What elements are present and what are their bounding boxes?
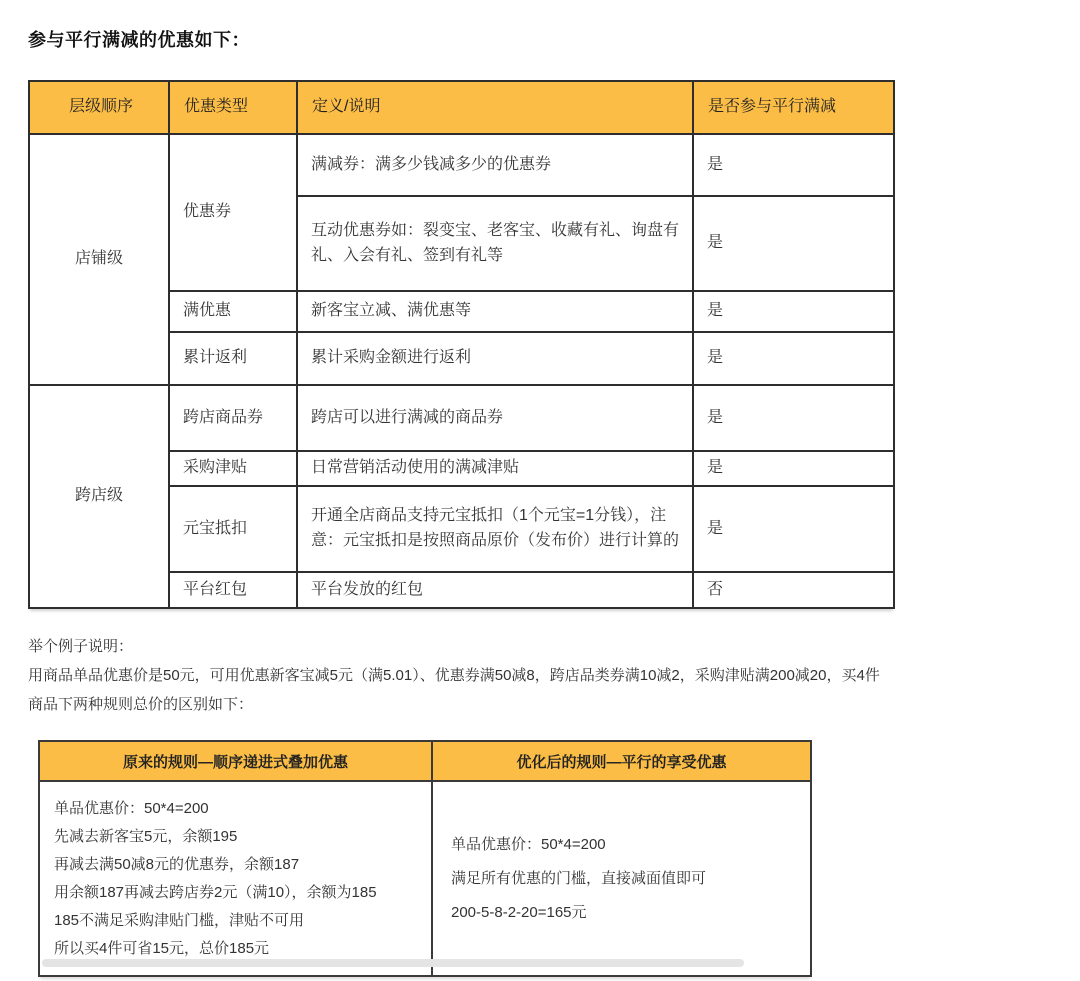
header-old-rule: 原来的规则—顺序递进式叠加优惠 — [39, 741, 432, 781]
old-rule-cell — [39, 781, 432, 976]
type-cell-allowance: 采购津贴 — [169, 451, 297, 486]
parallel-cell: 是 — [693, 134, 894, 196]
parallel-cell: 是 — [693, 291, 894, 332]
old-rule-line: 再减去满50减8元的优惠券，余额187 — [54, 855, 300, 873]
old-rule-line: 先减去新客宝5元，余额195 — [54, 827, 238, 845]
new-rule-cell — [432, 781, 811, 976]
comparison-body-row — [39, 781, 811, 976]
parallel-cell: 是 — [693, 385, 894, 451]
new-rule-line: 满足所有优惠的门槛，直接减面值即可 — [451, 869, 707, 887]
table-header-row — [29, 81, 894, 134]
desc-cell: 互动优惠券如：裂变宝、老客宝、收藏有礼、询盘有礼、入会有礼、签到有礼等 — [297, 196, 693, 291]
parallel-discount-table — [28, 80, 895, 609]
desc-cell: 开通全店商品支持元宝抵扣（1个元宝=1分钱），注意：元宝抵扣是按照商品原价（发布价）进行计算的 — [297, 486, 693, 572]
header-type: 优惠类型 — [169, 81, 297, 134]
header-new-rule: 优化后的规则—平行的享受优惠 — [432, 741, 811, 781]
rule-comparison-table — [38, 740, 812, 977]
example-body: 用商品单品优惠价是50元，可用优惠新客宝减5元（满5.01）、优惠券满50减8，跨店品类券满10减2，采购津贴满200减20，买4件商品下两种规则总价的区别如下： — [28, 667, 880, 713]
old-rule-line: 185不满足采购津贴门槛，津贴不可用 — [54, 911, 305, 929]
type-cell-yuanbao: 元宝抵扣 — [169, 486, 297, 572]
parallel-cell: 否 — [693, 572, 894, 608]
type-cell-full-discount: 满优惠 — [169, 291, 297, 332]
new-rule-line: 单品优惠价：50*4=200 — [451, 835, 606, 853]
desc-cell: 满减券：满多少钱减多少的优惠券 — [297, 134, 693, 196]
desc-cell: 日常营销活动使用的满减津贴 — [297, 451, 693, 486]
header-level: 层级顺序 — [29, 81, 169, 134]
comparison-header-row — [39, 741, 811, 781]
parallel-cell: 是 — [693, 332, 894, 385]
table-row — [29, 385, 894, 451]
desc-cell: 跨店可以进行满减的商品券 — [297, 385, 693, 451]
page-title: 参与平行满减的优惠如下： — [28, 30, 250, 50]
type-cell-cross-shop-coupon: 跨店商品券 — [169, 385, 297, 451]
table-row — [29, 134, 894, 196]
horizontal-scrollbar-thumb[interactable] — [42, 959, 744, 967]
parallel-cell: 是 — [693, 486, 894, 572]
new-rule-line: 200-5-8-2-20=165元 — [451, 903, 587, 921]
type-cell-red-packet: 平台红包 — [169, 572, 297, 608]
desc-cell: 新客宝立减、满优惠等 — [297, 291, 693, 332]
parallel-cell: 是 — [693, 196, 894, 291]
parallel-cell: 是 — [693, 451, 894, 486]
header-parallel: 是否参与平行满减 — [693, 81, 894, 134]
level-cell-shop: 店铺级 — [29, 134, 169, 385]
example-paragraph — [28, 632, 880, 719]
type-cell-rebate: 累计返利 — [169, 332, 297, 385]
old-rule-line: 单品优惠价：50*4=200 — [54, 799, 209, 817]
header-definition: 定义/说明 — [297, 81, 693, 134]
old-rule-line: 用余额187再减去跨店券2元（满10），余额为185 — [54, 883, 377, 901]
type-cell-coupon: 优惠券 — [169, 134, 297, 291]
example-heading: 举个例子说明： — [28, 638, 134, 655]
old-rule-line: 所以买4件可省15元，总价185元 — [54, 939, 270, 957]
level-cell-cross-shop: 跨店级 — [29, 385, 169, 608]
desc-cell: 累计采购金额进行返利 — [297, 332, 693, 385]
desc-cell: 平台发放的红包 — [297, 572, 693, 608]
